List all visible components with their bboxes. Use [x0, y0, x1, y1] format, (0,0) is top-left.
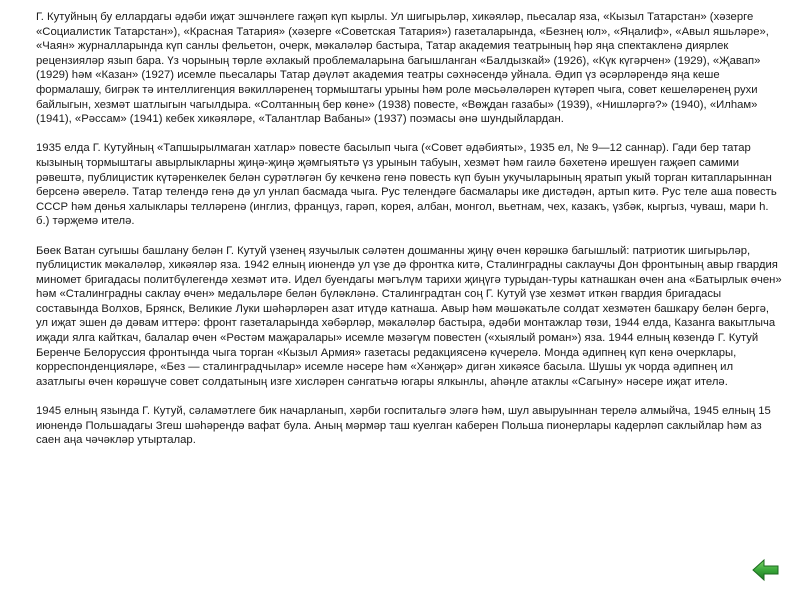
- paragraph-4: 1945 елның язында Г. Кутуй, сәламәтлеге бик начарланып, хәрби госпитальгә эләгә һәм, шул авыруыннан терелә алмыйча, 1945 елның 15 июнендә Польшадагы Згеш шәһәрендә вафат була. Аның мәрмәр таш куелган каберен Польша пионерлары кадерләп саклыйлар һәм аз саен аңа чәчәкләр утырталар.: [36, 405, 771, 447]
- paragraph-3: Бөек Ватан сугышы башлану белән Г. Кутуй үзенең язучылык сәләтен дошманны җиңү өчен көрәшкә багышлый: патриотик шигырьләр, публицистик мәкаләләр, хикәяләр яза. 1942 елның июнендә ул үзе дә фронтка китә, Сталинградны саклаучы Дон фронтының авыр гвардия миномет бригадасы политбүлегендә хезмәт итә. Идел буендагы мәгълүм тарихи җиңүгә турыдан-туры катнашкан өчен ана «Батырлык өчен» һәм «Сталинградны саклау өчен» медальләре белән бүләкләнә. Сталинградтан соң Г. Кутуй үзе хезмәт иткән гвардия бригадасы составында Волхов, Брянск, Великие Луки шәһәрләрен азат итүдә катнаша. Авыр һәм мәшәкатьле солдат хезмәтен башкару белән бергә, ул иҗат эшен дә дәвам иттерә: фронт газеталарында хәбәрләр, мәкаләләр бастыра, әдәби монтажлар төзи, 1944 елда, Казанга вакытлыча иҗади ялга кайткач, балалар өчен «Рөстәм маҗаралары» исемле мәзәгүм повестен («хыялый роман») яза. 1944 елның көзендә Г. Кутуй Беренче Белоруссия фронтында чыга торган «Кызыл Армия» газетасы редакциясенә күчерелә. Монда әдипнең күп кенә очерклары, корреспонденцияләре, «Без — сталинградчылар» исемле нәсере һәм «Хәнҗәр» дигән хикәясе басыла. Шушы ук чорда әдипнең ил азатлыгы өчен көрәшүче совет солдатының изге хисләрен сәнгатьчә югары ялкынлы, аһәңле атаклы «Сагыну» нәсере иҗат ителә.: [36, 244, 782, 388]
- document-body: [36, 10, 782, 462]
- arrow-left-icon: [752, 558, 780, 582]
- paragraph-1: Г. Кутуйның бу еллардагы әдәби иҗат эшчәнлеге гаҗәп күп кырлы. Ул шигырьләр, хикәяләр, пьесалар яза, «Кызыл Татарстан» (хәзерге «Социалистик Татарстан»), «Красная Татария» (хәзерге «Советская Татария») газеталарында, «Безнең юл», «Яңалиф», «Авыл яшьләре», «Чаян» журналларында күп санлы фельетон, очерк, мәкаләләр бастыра, Татар академия театрының һәр яңа спектакленә диярлек рецензияләр язып бара. Үз чорының төрле әхлакый проблемаларына багышланган «Балдызкай» (1926), «Күк күгәрчен» (1929), «Җавап» (1929) һәм «Казан» (1927) исемле пьесалары Татар дәүләт академия театры сәхнәсендә уйнала. Әдип үз әсәрләрендә яңа кеше формалашу, бигрәк тә интеллигенция вәкилләренең тормыштагы урыны һәм роле мәсьәләләрен күтәреп чыга, совет кешеләренең рухи байлыгын, хезмәт шатлыгын чагылдыра. «Солтанның бер көне» (1938) повесте, «Вөҗдан газабы» (1939), «Нишләргә?» (1940), «Илһам» (1941), «Рәссам» (1941) кебек хикәяләре, «Талантлар Вабаны» (1937) поэмасы әнә шундыйлардан.: [36, 11, 769, 126]
- paragraph-2: 1935 елда Г. Кутуйның «Тапшырылмаган хатлар» повесте басылып чыга («Совет әдәбияты», 1935 ел, № 9—12 саннар). Гади бер татар кызының тормыштагы авырлыкларны җиңә-җиңә җәмгыятьтә үз урынын табуын, хезмәт һәм гаилә бәхетенә ирешүен гаҗәеп самими рәвештә, публицистик күтәренкелек белән сурәтләгән бу кечкенә генә повесть күп буын укучыларының яратып укый торган китапларыннан берсенә әверелә. Татар телендә генә дә ул унлап басмада чыга. Рус телендәге басмалары ике дистәдән, артып китә. Рус теле аша повесть СССР һәм дөнья халыклары телләренә (инглиз, француз, гарәп, корея, албан, монгол, вьетнам, чех, казакъ, үзбәк, кыргыз, чуваш, мари h. б.) тәрҗемә ителә.: [36, 142, 777, 228]
- back-button[interactable]: [752, 558, 780, 582]
